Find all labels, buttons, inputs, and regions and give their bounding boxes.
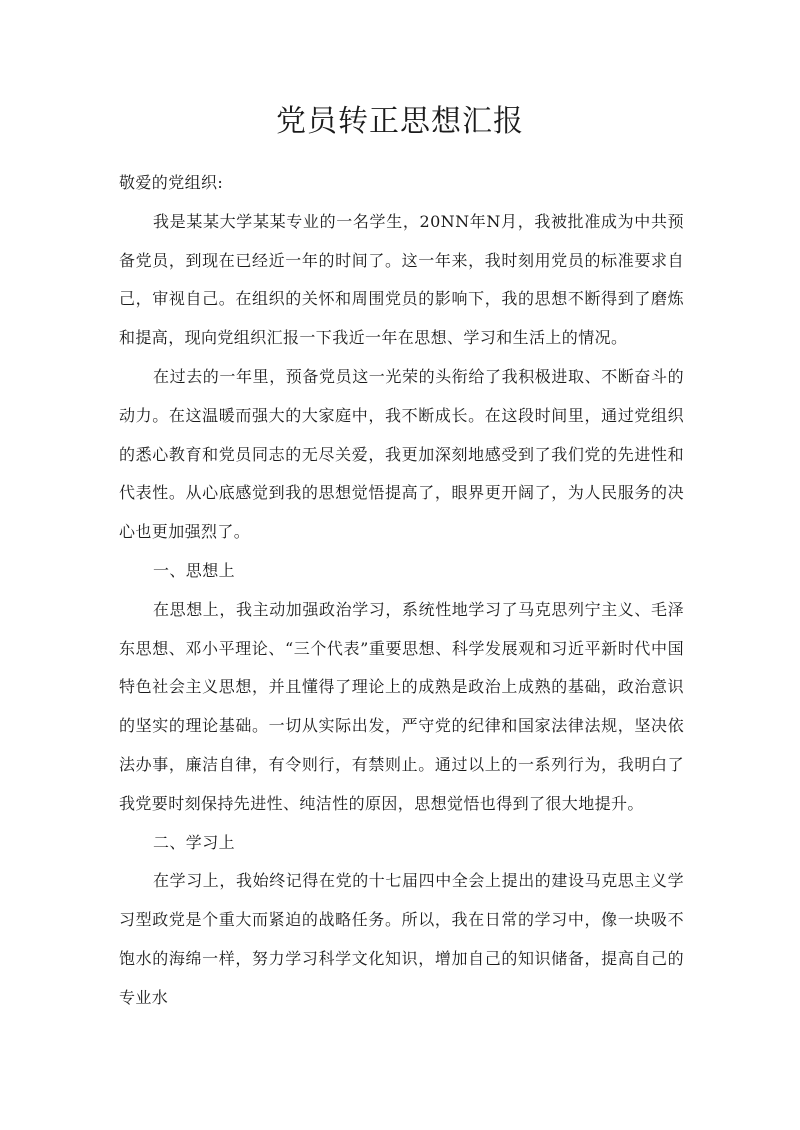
salutation: 敬爱的党组织: xyxy=(119,173,224,192)
paragraph-thought: 在思想上，我主动加强政治学习，系统性地学习了马克思列宁主义、毛泽东思想、邓小平理论、“三个代表”重要思想、科学发展观和习近平新时代中国特色社会主义思想，并且懂得了理论上的成熟是政治上成熟的基础，政治意识的坚实的理论基础。一切从实际出发，严守党的纪律和国家法律法规，坚决依法办事，廉洁自律，有令则行，有禁则止。通过以上的一系列行为，我明白了我党要时刻保持先进性、纯洁性的原因，思想觉悟也得到了很大地提升。 xyxy=(119,599,684,813)
paragraph-past-year: 在过去的一年里，预备党员这一光荣的头衔给了我积极进取、不断奋斗的动力。在这温暖而强大的大家庭中，我不断成长。在这段时间里，通过党组织的悉心教育和党员同志的无尽关爱，我更加深刻地感受到了我们党的先进性和代表性。从心底感觉到我的思想觉悟提高了，眼界更开阔了，为人民服务的决心也更加强烈了。 xyxy=(119,366,684,542)
document-body xyxy=(119,164,684,1018)
document-title: 党员转正思想汇报 xyxy=(276,104,524,139)
section-heading-thought: 一、思想上 xyxy=(153,560,236,580)
section-heading-study: 二、学习上 xyxy=(153,832,236,852)
paragraph-study: 在学习上，我始终记得在党的十七届四中全会上提出的建设马克思主义学习型政党是个重大而紧迫的战略任务。所以，我在日常的学习中，像一块吸不饱水的海绵一样，努力学习科学文化知识，增加自己的知识储备，提高自己的专业水 xyxy=(119,871,684,1007)
paragraph-intro: 我是某某大学某某专业的一名学生，20NN年N月，我被批准成为中共预备党员，到现在已经近一年的时间了。这一年来，我时刻用党员的标准要求自己，审视自己。在组织的关怀和周围党员的影响下，我的思想不断得到了磨炼和提高，现向党组织汇报一下我近一年在思想、学习和生活上的情况。 xyxy=(119,211,684,348)
